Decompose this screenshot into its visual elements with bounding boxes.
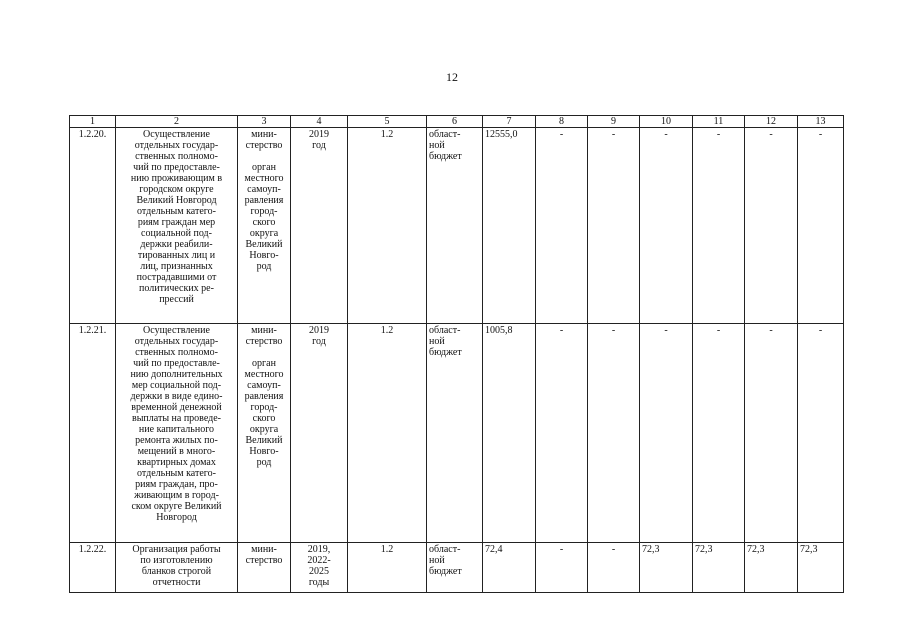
text-line: стерство bbox=[245, 140, 283, 151]
text-line: отчетности bbox=[152, 577, 201, 588]
text-line: местного bbox=[244, 369, 284, 380]
text-line: 2019 bbox=[309, 129, 329, 140]
executor-cell bbox=[238, 543, 291, 593]
text-line: орган bbox=[252, 162, 276, 173]
budget-table bbox=[69, 115, 844, 593]
text-line: округа bbox=[249, 228, 279, 239]
value-col-12: - bbox=[745, 324, 798, 543]
text-line: живающим в город- bbox=[134, 490, 219, 501]
text-line: отдельных государ- bbox=[134, 336, 219, 347]
value-col-8: - bbox=[536, 324, 588, 543]
value-col-9: - bbox=[588, 324, 640, 543]
funding-source bbox=[427, 324, 483, 543]
text-line: ремонта жилых по- bbox=[135, 435, 218, 446]
text-line: тированных лиц и bbox=[137, 250, 216, 261]
period bbox=[291, 128, 348, 324]
row-number: 1.2.21. bbox=[70, 324, 116, 543]
text-line: отдельным катего- bbox=[137, 206, 216, 217]
text-line: бюджет bbox=[429, 151, 462, 162]
table-row bbox=[70, 128, 844, 324]
text-line: округа bbox=[249, 424, 279, 435]
text-line: Осуществление bbox=[143, 129, 210, 140]
value-col-11: - bbox=[693, 324, 745, 543]
value-col-11: - bbox=[693, 128, 745, 324]
text-line: ной bbox=[429, 140, 445, 151]
text-line: Осуществление bbox=[143, 325, 210, 336]
period bbox=[291, 543, 348, 593]
text-line: 2019 bbox=[309, 325, 329, 336]
text-line: 2025 bbox=[309, 566, 329, 577]
column-header-5: 5 bbox=[348, 116, 427, 128]
text-line: област- bbox=[429, 129, 461, 140]
text-line: нию проживающим в bbox=[130, 173, 223, 184]
column-header-7: 7 bbox=[483, 116, 536, 128]
text-line: мини- bbox=[251, 129, 277, 140]
text-line: мер социальной под- bbox=[131, 380, 222, 391]
column-header-10: 10 bbox=[640, 116, 693, 128]
value-col-12: 72,3 bbox=[745, 543, 798, 593]
text-line: чий по предоставле- bbox=[133, 162, 220, 173]
text-line: равления bbox=[244, 195, 284, 206]
text-line: бланков строгой bbox=[141, 566, 212, 577]
text-line: Новго- bbox=[249, 446, 279, 457]
value-col-10: - bbox=[640, 128, 693, 324]
text-line: городском округе bbox=[139, 184, 214, 195]
text-line: риям граждан мер bbox=[137, 217, 216, 228]
text-line: мини- bbox=[251, 544, 277, 555]
executor-gap bbox=[240, 347, 288, 358]
text-line: ского bbox=[252, 413, 276, 424]
text-line: Новгород bbox=[156, 512, 197, 523]
executor-ministry bbox=[240, 544, 288, 566]
text-line: годы bbox=[308, 577, 330, 588]
text-line: город- bbox=[250, 402, 278, 413]
text-line: Великий bbox=[245, 435, 283, 446]
text-line: самоуп- bbox=[247, 184, 281, 195]
text-line: лиц, признанных bbox=[140, 261, 213, 272]
text-line: держки в виде едино- bbox=[130, 391, 223, 402]
text-line: ского bbox=[252, 217, 276, 228]
text-line: Великий Новгород bbox=[136, 195, 217, 206]
text-line: временной денежной bbox=[131, 402, 222, 413]
value-col-12: - bbox=[745, 128, 798, 324]
value-col-10: - bbox=[640, 324, 693, 543]
text-line: чий по предоставле- bbox=[133, 358, 220, 369]
text-line: род bbox=[256, 457, 272, 468]
value-col-10: 72,3 bbox=[640, 543, 693, 593]
funding-source bbox=[427, 543, 483, 593]
column-header-13: 13 bbox=[798, 116, 844, 128]
column-header-1: 1 bbox=[70, 116, 116, 128]
executor-cell bbox=[238, 128, 291, 324]
measure-name bbox=[116, 128, 238, 324]
text-line: самоуп- bbox=[247, 380, 281, 391]
text-line: политических ре- bbox=[139, 283, 214, 294]
text-line: мещений в много- bbox=[137, 446, 216, 457]
target-indicator: 1.2 bbox=[348, 128, 427, 324]
text-line: ние капитального bbox=[138, 424, 215, 435]
period bbox=[291, 324, 348, 543]
page-number: 12 bbox=[446, 70, 458, 84]
text-line: местного bbox=[244, 173, 284, 184]
value-col-11: 72,3 bbox=[693, 543, 745, 593]
text-line: по изготовлению bbox=[140, 555, 213, 566]
column-header-2: 2 bbox=[116, 116, 238, 128]
text-line: отдельных государ- bbox=[134, 140, 219, 151]
text-line: 2019, bbox=[307, 544, 331, 555]
executor-ministry bbox=[240, 325, 288, 347]
text-line: стерство bbox=[245, 336, 283, 347]
text-line: город- bbox=[250, 206, 278, 217]
column-header-3: 3 bbox=[238, 116, 291, 128]
text-line: област- bbox=[429, 325, 461, 336]
text-line: ственных полномо- bbox=[135, 151, 218, 162]
column-header-6: 6 bbox=[427, 116, 483, 128]
text-line: бюджет bbox=[429, 347, 462, 358]
text-line: род bbox=[256, 261, 272, 272]
executor-cell bbox=[238, 324, 291, 543]
target-indicator: 1.2 bbox=[348, 324, 427, 543]
measure-name bbox=[116, 543, 238, 593]
column-header-11: 11 bbox=[693, 116, 745, 128]
text-line: мини- bbox=[251, 325, 277, 336]
value-col-7: 12555,0 bbox=[483, 128, 536, 324]
text-line: 2022- bbox=[307, 555, 331, 566]
value-col-8: - bbox=[536, 543, 588, 593]
text-line: риям граждан, про- bbox=[135, 479, 218, 490]
value-col-7: 72,4 bbox=[483, 543, 536, 593]
value-col-9: - bbox=[588, 543, 640, 593]
text-line: социальной под- bbox=[141, 228, 212, 239]
text-line: стерство bbox=[245, 555, 283, 566]
text-line: област- bbox=[429, 544, 461, 555]
value-col-9: - bbox=[588, 128, 640, 324]
target-indicator: 1.2 bbox=[348, 543, 427, 593]
measure-name bbox=[116, 324, 238, 543]
text-line: ственных полномо- bbox=[135, 347, 218, 358]
value-col-7: 1005,8 bbox=[483, 324, 536, 543]
text-line: год bbox=[312, 336, 326, 347]
value-col-8: - bbox=[536, 128, 588, 324]
text-line: квартирных домах bbox=[137, 457, 216, 468]
text-line: ском округе Великий bbox=[131, 501, 222, 512]
value-col-13: - bbox=[798, 324, 844, 543]
column-number-row bbox=[70, 116, 844, 128]
text-line: год bbox=[312, 140, 326, 151]
executor-gap bbox=[240, 151, 288, 162]
text-line: орган bbox=[252, 358, 276, 369]
value-col-13: 72,3 bbox=[798, 543, 844, 593]
table-row bbox=[70, 543, 844, 593]
text-line: Великий bbox=[245, 239, 283, 250]
table-row bbox=[70, 324, 844, 543]
row-number: 1.2.20. bbox=[70, 128, 116, 324]
text-line: Организация работы bbox=[132, 544, 221, 555]
text-line: прессий bbox=[159, 294, 194, 305]
executor-ministry bbox=[240, 129, 288, 151]
value-col-13: - bbox=[798, 128, 844, 324]
text-line: держки реабили- bbox=[140, 239, 213, 250]
text-line: пострадавшими от bbox=[136, 272, 217, 283]
column-header-9: 9 bbox=[588, 116, 640, 128]
text-line: ной bbox=[429, 555, 445, 566]
column-header-8: 8 bbox=[536, 116, 588, 128]
text-line: равления bbox=[244, 391, 284, 402]
text-line: Новго- bbox=[249, 250, 279, 261]
column-header-12: 12 bbox=[745, 116, 798, 128]
text-line: отдельным катего- bbox=[137, 468, 216, 479]
text-line: нию дополнительных bbox=[130, 369, 223, 380]
text-line: ной bbox=[429, 336, 445, 347]
executor-local-authority bbox=[240, 162, 288, 272]
text-line: выплаты на проведе- bbox=[131, 413, 222, 424]
text-line: бюджет bbox=[429, 566, 462, 577]
row-number: 1.2.22. bbox=[70, 543, 116, 593]
column-header-4: 4 bbox=[291, 116, 348, 128]
executor-local-authority bbox=[240, 358, 288, 468]
funding-source bbox=[427, 128, 483, 324]
